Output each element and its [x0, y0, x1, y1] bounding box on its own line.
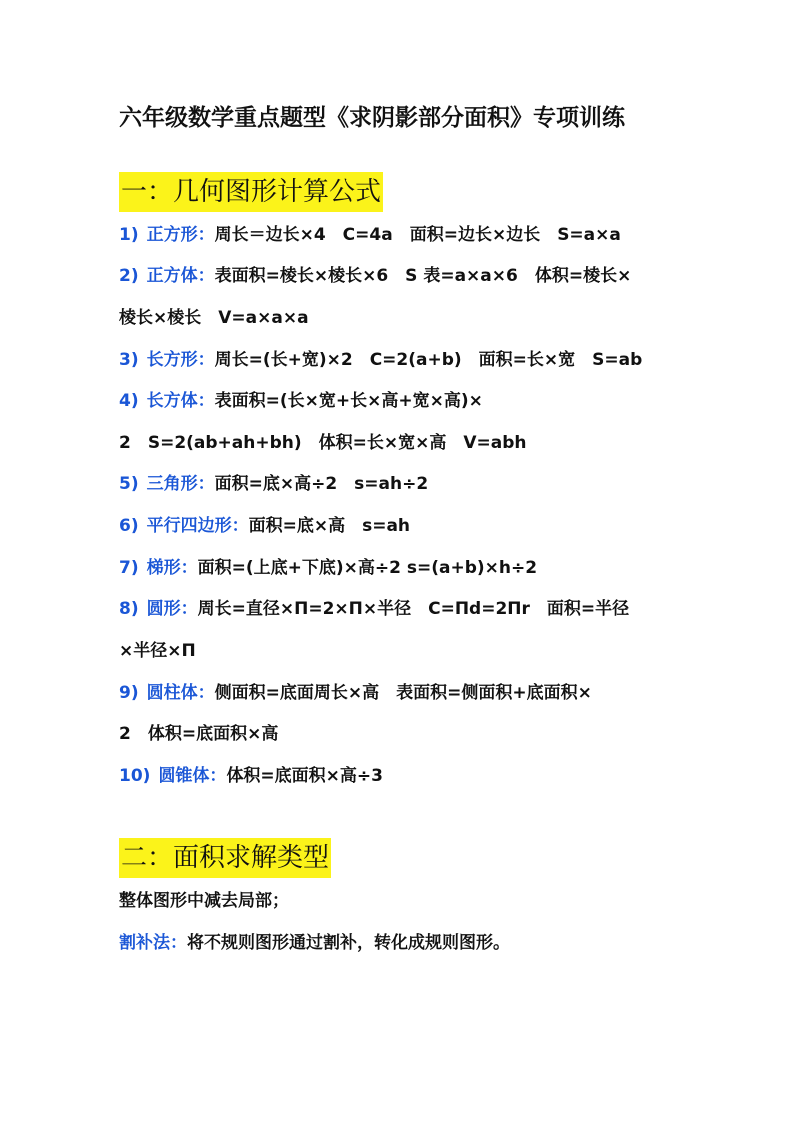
area-type-term: 割补法：	[119, 933, 187, 953]
formula-item-cylinder	[119, 680, 592, 706]
item-number: 10)	[119, 766, 151, 786]
item-formula: 面积=(上底+下底)×高÷2 s=(a+b)×h÷2	[197, 558, 538, 578]
item-number: 2)	[119, 266, 139, 286]
item-formula: 周长＝边长×4 C=4a 面积=边长×边长 S=a×a	[214, 225, 621, 245]
item-number: 6)	[119, 516, 139, 536]
item-number: 9)	[119, 683, 139, 703]
item-term: 三角形：	[146, 474, 215, 494]
section-heading-area-types: 二：面积求解类型	[119, 838, 331, 878]
item-number: 3)	[119, 350, 139, 370]
item-term: 长方体：	[146, 391, 215, 411]
item-formula: 周长=直径×Π=2×Π×半径 C=Πd=2Πr 面积=半径	[197, 599, 630, 619]
item-number: 1)	[119, 225, 139, 245]
area-type-text: 将不规则图形通过割补，转化成规则图形。	[187, 933, 510, 953]
formula-item-cuboid	[119, 388, 483, 414]
formula-item-cube-continued	[119, 305, 309, 331]
item-formula: 侧面积=底面周长×高 表面积=侧面积+底面积×	[214, 683, 592, 703]
item-formula: 2 S=2(ab+ah+bh) 体积=长×宽×高 V=abh	[119, 433, 527, 453]
formula-item-circle	[119, 596, 629, 622]
item-formula: 表面积=(长×宽+长×高+宽×高)×	[214, 391, 483, 411]
item-formula: 周长=(长+宽)×2 C=2(a+b) 面积=长×宽 S=ab	[214, 350, 643, 370]
item-number: 5)	[119, 474, 139, 494]
item-number: 7)	[119, 558, 139, 578]
area-type-cut-and-fill	[119, 930, 510, 956]
formula-item-trapezoid	[119, 555, 537, 581]
area-type-text: 整体图形中减去局部；	[119, 891, 289, 911]
item-term: 梯形：	[146, 558, 198, 578]
item-formula: 面积=底×高 s=ah	[248, 516, 411, 536]
item-number: 8)	[119, 599, 139, 619]
formula-item-parallelogram	[119, 513, 410, 539]
formula-item-cone	[119, 763, 383, 789]
formula-item-square	[119, 222, 621, 248]
formula-item-cube	[119, 263, 631, 289]
item-term: 圆形：	[146, 599, 198, 619]
area-type-subtract	[119, 888, 289, 914]
item-term: 正方形：	[146, 225, 215, 245]
item-number: 4)	[119, 391, 139, 411]
item-formula: ×半径×Π	[119, 641, 196, 661]
item-term: 平行四边形：	[146, 516, 249, 536]
formula-item-cylinder-continued	[119, 721, 278, 747]
document-title: 六年级数学重点题型《求阴影部分面积》专项训练	[119, 105, 625, 131]
item-formula: 表面积=棱长×棱长×6 S 表=a×a×6 体积=棱长×	[214, 266, 632, 286]
item-term: 圆锥体：	[158, 766, 227, 786]
section-heading-formulas: 一：几何图形计算公式	[119, 172, 383, 212]
item-formula: 棱长×棱长 V=a×a×a	[119, 308, 309, 328]
formula-item-triangle	[119, 471, 428, 497]
item-term: 正方体：	[146, 266, 215, 286]
item-term: 圆柱体：	[146, 683, 215, 703]
formula-item-circle-continued	[119, 638, 196, 664]
item-formula: 2 体积=底面积×高	[119, 724, 279, 744]
item-term: 长方形：	[146, 350, 215, 370]
formula-item-cuboid-continued	[119, 430, 527, 456]
formula-item-rectangle	[119, 347, 642, 373]
item-formula: 面积=底×高÷2 s=ah÷2	[214, 474, 429, 494]
item-formula: 体积=底面积×高÷3	[226, 766, 383, 786]
